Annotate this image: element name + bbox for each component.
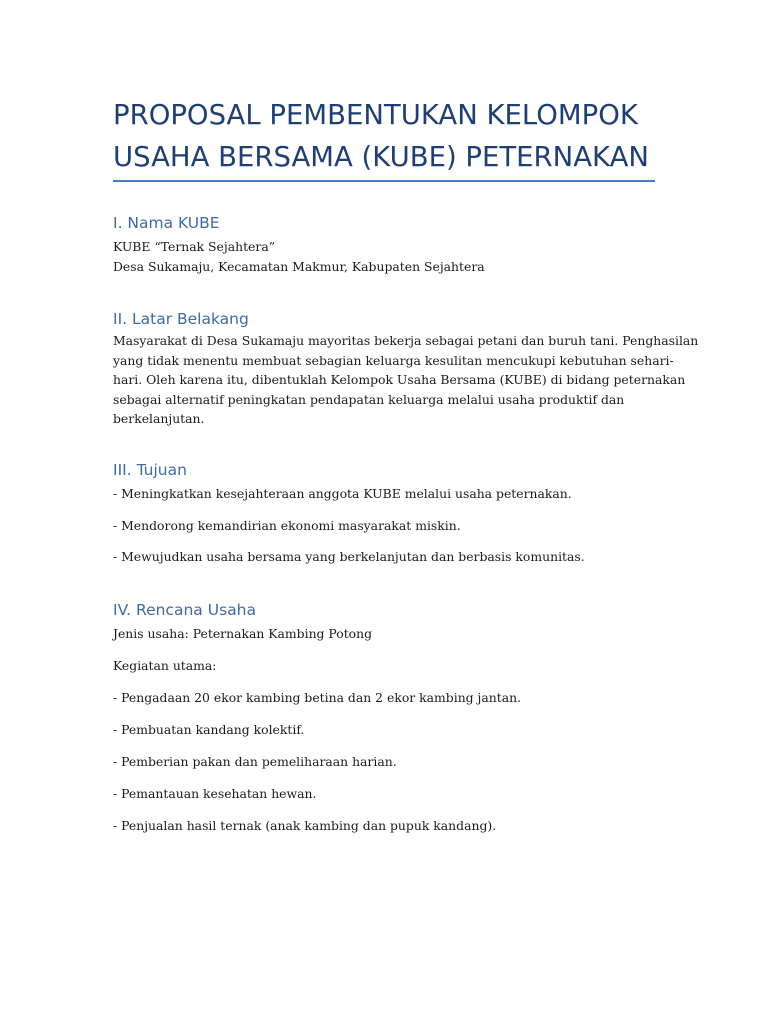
text-line: sebagai alternatif peningkatan pendapatan keluarga melalui usaha produktif dan xyxy=(113,391,625,407)
title-line: USAHA BERSAMA (KUBE) PETERNAKAN xyxy=(113,141,649,173)
list-item: - Meningkatkan kesejahteraan anggota KUBE melalui usaha peternakan. xyxy=(113,486,572,501)
text-line: hari. Oleh karena itu, dibentuklah Kelompok Usaha Bersama (KUBE) di bidang peternakan xyxy=(113,372,686,387)
business-type: Jenis usaha: Peternakan Kambing Potong xyxy=(113,626,373,641)
activities-label: Kegiatan utama: xyxy=(113,658,217,673)
text-line: berkelanjutan. xyxy=(113,411,205,426)
title-underline xyxy=(113,180,655,182)
text-line: Desa Sukamaju, Kecamatan Makmur, Kabupaten Sejahtera xyxy=(113,258,485,274)
list-item: - Mewujudkan usaha bersama yang berkelanjutan dan berbasis komunitas. xyxy=(113,549,585,564)
list-item: - Mendorong kemandirian ekonomi masyarakat miskin. xyxy=(113,518,461,533)
section-heading-tujuan: III. Tujuan xyxy=(113,461,187,479)
title-line: PROPOSAL PEMBENTUKAN KELOMPOK xyxy=(113,99,638,131)
list-item: - Pemberian pakan dan pemeliharaan harian. xyxy=(113,754,397,769)
section-body-latar-belakang xyxy=(113,331,698,429)
section-heading-rencana-usaha: IV. Rencana Usaha xyxy=(113,601,256,619)
list-item: - Pembuatan kandang kolektif. xyxy=(113,722,305,737)
text-line: yang tidak menentu membuat sebagian keluarga kesulitan mencukupi kebutuhan sehari- xyxy=(113,352,674,368)
list-item: - Penjualan hasil ternak (anak kambing dan pupuk kandang). xyxy=(113,818,497,833)
text-line: KUBE “Ternak Sejahtera” xyxy=(113,239,276,254)
list-item: - Pengadaan 20 ekor kambing betina dan 2 ekor kambing jantan. xyxy=(113,690,522,705)
section-heading-nama: I. Nama KUBE xyxy=(113,214,220,232)
text-line: Masyarakat di Desa Sukamaju mayoritas bekerja sebagai petani dan buruh tani. Penghasilan xyxy=(113,333,699,348)
section-heading-latar-belakang: II. Latar Belakang xyxy=(113,310,249,328)
document-title xyxy=(113,94,673,178)
section-body-nama xyxy=(113,237,485,276)
list-item: - Pemantauan kesehatan hewan. xyxy=(113,786,317,801)
